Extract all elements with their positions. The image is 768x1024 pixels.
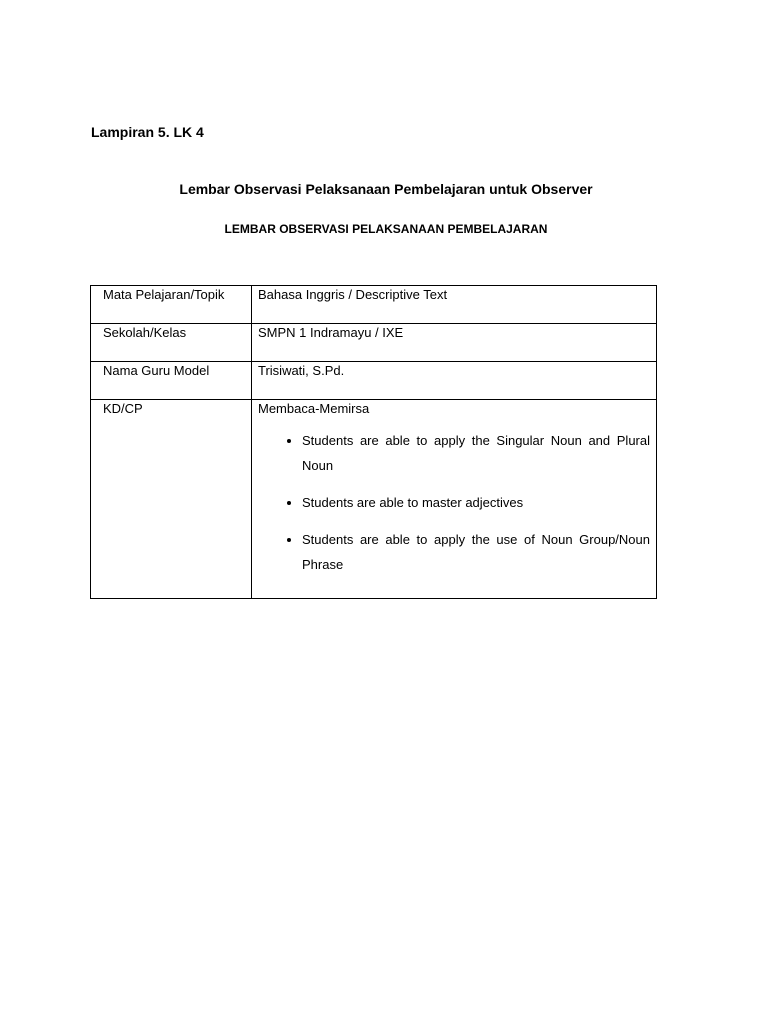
table-row [91,286,657,324]
table-row-kd [91,400,657,599]
row-value: Bahasa Inggris / Descriptive Text [252,286,657,324]
document-subtitle: LEMBAR OBSERVASI PELAKSANAAN PEMBELAJARAN [224,222,548,236]
row-label: KD/CP [91,400,252,599]
list-item: • Students are able to apply the Singular Noun and Plural Noun [302,428,650,478]
row-value: Trisiwati, S.Pd. [252,362,657,400]
row-label: Mata Pelajaran/Topik [91,286,252,324]
row-value: SMPN 1 Indramayu / IXE [252,324,657,362]
appendix-label: Lampiran 5. LK 4 [91,124,204,140]
kd-heading: Membaca-Memirsa [258,401,370,416]
list-item: • Students are able to master adjectives [302,490,650,515]
table-row [91,362,657,400]
kd-objectives-list [258,428,650,577]
table-row [91,324,657,362]
row-label: Sekolah/Kelas [91,324,252,362]
kd-cell [252,400,657,599]
row-label: Nama Guru Model [91,362,252,400]
list-item: • Students are able to apply the use of Noun Group/Noun Phrase [302,527,650,577]
observation-info-table [90,285,657,599]
document-title: Lembar Observasi Pelaksanaan Pembelajaran untuk Observer [179,181,593,197]
